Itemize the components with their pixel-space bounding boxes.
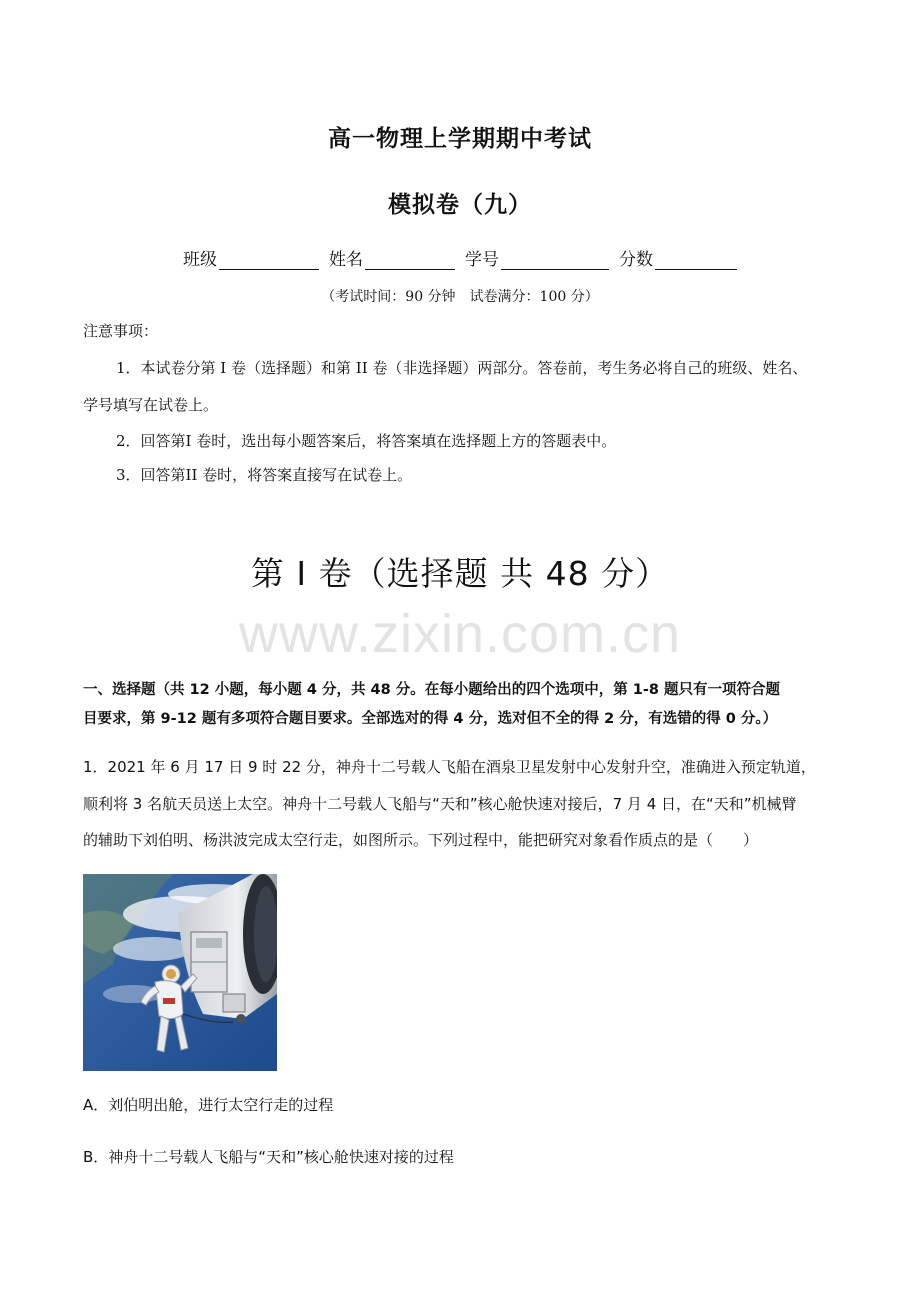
section-instructions-line-1: 一、选择题（共 12 小题，每小题 4 分，共 48 分。在每小题给出的四个选项中，第 1-8 题只有一项符合题 — [83, 682, 781, 698]
question-1-line-3: 的辅助下刘伯明、杨洪波完成太空行走，如图所示。下列过程中，能把研究对象看作质点的是（ ） — [83, 831, 759, 849]
name-blank[interactable] — [365, 249, 455, 270]
score-field — [619, 245, 737, 270]
watermark: www.zixin.com.cn — [238, 604, 682, 664]
option-a[interactable]: A．刘伯明出舱，进行太空行走的过程 — [83, 1096, 334, 1114]
notes-heading: 注意事项： — [83, 322, 159, 340]
exam-time-note: （考试时间：90 分钟 试卷满分：100 分） — [321, 289, 599, 305]
exam-title: 高一物理上学期期中考试 — [328, 125, 592, 152]
note-item-1-line-1: 1．本试卷分第 I 卷（选择题）和第 II 卷（非选择题）两部分。答卷前，考生务必将自己的班级、姓名、 — [116, 359, 808, 377]
note-item-3: 3．回答第II 卷时，将答案直接写在试卷上。 — [116, 466, 413, 484]
student-id-label: 学号 — [465, 250, 499, 270]
name-field — [329, 245, 455, 270]
question-1-line-1: 1．2021 年 6 月 17 日 9 时 22 分，神舟十二号载人飞船在酒泉卫星发射中心发射升空，准确进入预定轨道， — [83, 758, 816, 776]
student-id-field — [465, 245, 609, 270]
exam-subtitle: 模拟卷（九） — [388, 191, 532, 218]
section-instructions-line-2: 目要求，第 9-12 题有多项符合题目要求。全部选对的得 4 分，选对但不全的得 2 分，有选错的得 0 分。） — [83, 711, 778, 727]
note-item-1-line-2: 学号填写在试卷上。 — [83, 396, 219, 414]
class-label: 班级 — [183, 250, 217, 270]
note-item-2: 2．回答第I 卷时，选出每小题答案后，将答案填在选择题上方的答题表中。 — [116, 432, 617, 450]
name-label: 姓名 — [329, 250, 363, 270]
section-title: 第 I 卷（选择题 共 48 分） — [250, 554, 670, 593]
score-label: 分数 — [619, 250, 653, 270]
class-field — [183, 245, 319, 270]
class-blank[interactable] — [219, 249, 319, 270]
student-info-row — [0, 245, 920, 270]
question-1-line-2: 顺利将 3 名航天员送上太空。神舟十二号载人飞船与“天和”核心舱快速对接后，7 月 4 日，在“天和”机械臂 — [83, 795, 797, 813]
spacewalk-photo — [83, 874, 277, 1071]
option-b[interactable]: B．神舟十二号载人飞船与“天和”核心舱快速对接的过程 — [83, 1148, 454, 1166]
student-id-blank[interactable] — [501, 249, 609, 270]
score-blank[interactable] — [655, 249, 737, 270]
